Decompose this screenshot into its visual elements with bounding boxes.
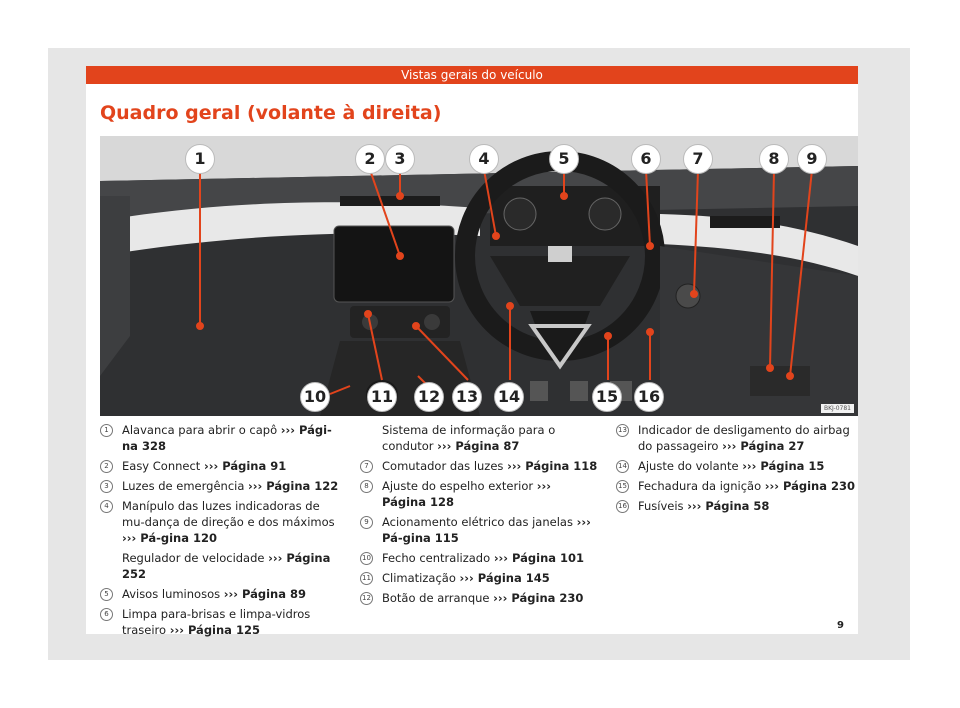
legend-column-2 [360, 422, 598, 610]
item-text: Sistema de informação para o condutor [382, 423, 556, 453]
page-number: 9 [837, 620, 844, 631]
callout-9: 9 [797, 144, 827, 174]
item-text: Fusíveis [638, 499, 688, 513]
legend-item-continuation [100, 550, 340, 582]
page-reference: ››› Página 125 [169, 623, 260, 637]
callout-2: 2 [355, 144, 385, 174]
item-text: Fecho centralizado [382, 551, 494, 565]
item-text: Acionamento elétrico das janelas [382, 515, 577, 529]
legend-item [100, 606, 340, 638]
page-reference: ››› Página 87 [437, 439, 520, 453]
item-number: 7 [360, 460, 373, 473]
item-number: 10 [360, 552, 373, 565]
page-reference: ››› Página 128 [382, 479, 552, 509]
item-text: Manípulo das luzes indicadoras de mu-dança de direção e dos máximos [122, 499, 335, 529]
callout-3: 3 [385, 144, 415, 174]
legend-item [360, 458, 598, 474]
item-text: Comutador das luzes [382, 459, 508, 473]
page-reference: ››› Pá-gina 120 [122, 531, 218, 545]
item-number: 15 [616, 480, 629, 493]
page-reference: ››› Página 230 [493, 591, 584, 605]
legend-item [100, 498, 340, 546]
callout-16: 16 [634, 382, 664, 412]
page-reference: ››› Página 122 [248, 479, 339, 493]
item-text: Botão de arranque [382, 591, 494, 605]
item-text: Luzes de emergência [122, 479, 249, 493]
item-number: 12 [360, 592, 373, 605]
page-reference: ››› Página 101 [493, 551, 585, 565]
page-reference: ››› Página 89 [223, 587, 306, 601]
page-title: Quadro geral (volante à direita) [100, 102, 442, 124]
item-text: Easy Connect [122, 459, 204, 473]
item-number: 4 [100, 500, 113, 513]
legend-item [360, 570, 598, 586]
legend-item [616, 478, 856, 494]
item-text: Indicador de desligamento do airbag do passageiro [638, 423, 850, 453]
image-code: BKJ-0781 [821, 404, 854, 413]
item-number: 8 [360, 480, 373, 493]
page-reference: ››› Página 118 [507, 459, 598, 473]
item-number: 9 [360, 516, 373, 529]
item-number: 16 [616, 500, 629, 513]
callout-10: 10 [300, 382, 330, 412]
item-number: 14 [616, 460, 629, 473]
legend-item [100, 586, 340, 602]
callout-5: 5 [549, 144, 579, 174]
callout-4: 4 [469, 144, 499, 174]
page-reference: ››› Pági-na 328 [122, 423, 332, 453]
callout-7: 7 [683, 144, 713, 174]
section-header: Vistas gerais do veículo [86, 66, 858, 84]
item-text: Alavanca para abrir o capô [122, 423, 281, 437]
legend-item [100, 422, 340, 454]
callout-6: 6 [631, 144, 661, 174]
legend-item [100, 458, 340, 474]
page-reference: ››› Página 91 [203, 459, 287, 473]
callout-15: 15 [592, 382, 622, 412]
page-reference: ››› Página 15 [742, 459, 825, 473]
item-text: Climatização [382, 571, 460, 585]
callout-12: 12 [414, 382, 444, 412]
legend-item [616, 498, 856, 514]
item-number: 13 [616, 424, 629, 437]
dashboard-photo [100, 136, 858, 416]
page-reference: ››› Página 58 [687, 499, 770, 513]
callout-13: 13 [452, 382, 482, 412]
callout-11: 11 [367, 382, 397, 412]
item-text: Ajuste do volante [638, 459, 743, 473]
item-text: Ajuste do espelho exterior [382, 479, 537, 493]
legend-item [360, 590, 598, 606]
page-reference: ››› Página 27 [722, 439, 805, 453]
legend-item [360, 550, 598, 566]
callout-1: 1 [185, 144, 215, 174]
dashboard-illustration [100, 136, 858, 416]
page-reference: ››› Página 230 [764, 479, 856, 493]
page-reference: ››› Página 252 [122, 551, 331, 581]
manual-page [86, 66, 858, 637]
item-text: Regulador de velocidade [122, 551, 269, 565]
legend-item [616, 458, 856, 474]
item-number: 5 [100, 588, 113, 601]
legend-item [100, 478, 340, 494]
legend-item-continuation [360, 422, 598, 454]
legend-column-3 [616, 422, 856, 518]
item-number: 2 [100, 460, 113, 473]
item-number: 6 [100, 608, 113, 621]
item-number: 11 [360, 572, 373, 585]
legend-column-1 [100, 422, 340, 642]
page-reference: ››› Pá-gina 115 [382, 515, 591, 545]
item-text: Fechadura da ignição [638, 479, 765, 493]
item-number: 1 [100, 424, 113, 437]
legend-item [616, 422, 856, 454]
legend-item [360, 514, 598, 546]
legend-item [360, 478, 598, 510]
item-text: Limpa para-brisas e limpa-vidros traseiro [122, 607, 311, 637]
item-number: 3 [100, 480, 113, 493]
page-reference: ››› Página 145 [459, 571, 550, 585]
callout-8: 8 [759, 144, 789, 174]
item-text: Avisos luminosos [122, 587, 224, 601]
callout-14: 14 [494, 382, 524, 412]
